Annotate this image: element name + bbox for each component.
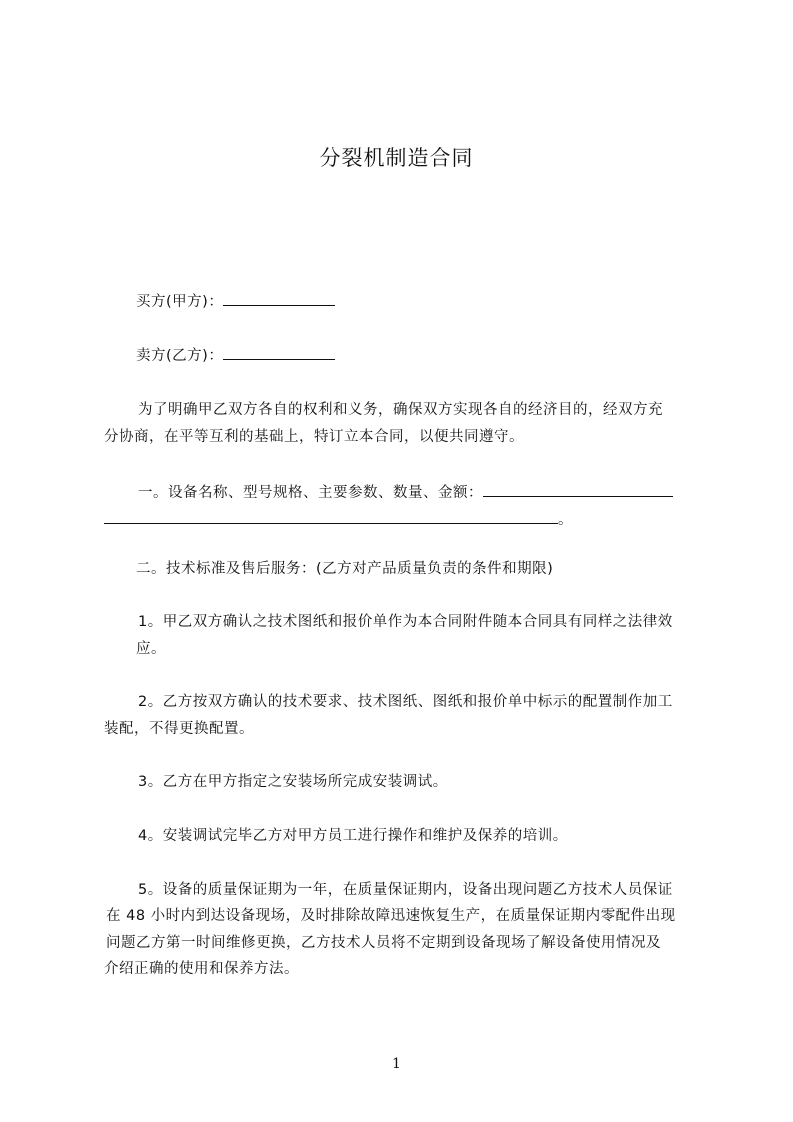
document-title: 分裂机制造合同: [319, 146, 474, 170]
item5-line-2: 在 48 小时内到达设备现场，及时排除故障迅速恢复生产，在质量保证期内零配件出现: [106, 908, 676, 924]
item5-line-4: 介绍正确的使用和保养方法。: [104, 961, 299, 977]
section1-line-2: [104, 508, 708, 530]
item2-line-2: 装配，不得更换配置。: [104, 721, 254, 737]
item1-line-1: 1。甲乙双方确认之技术图纸和报价单作为本合同附件随本合同具有同样之法律效: [138, 614, 673, 630]
section1-text: 一。设备名称、型号规格、主要参数、数量、金额：: [138, 485, 483, 501]
page-number: 1: [392, 1056, 401, 1072]
item1-line-2: 应。: [136, 641, 166, 657]
item4-line: 4。安装调试完毕乙方对甲方员工进行操作和维护及保养的培训。: [138, 828, 568, 844]
buyer-line: [136, 290, 740, 312]
intro-line-2: 分协商，在平等互利的基础上，特订立本合同，以便共同遵守。: [104, 429, 524, 445]
section1-blank-2: [104, 508, 558, 524]
seller-label: 卖方(乙方)：: [136, 348, 224, 364]
item5-line-3: 问题乙方第一时间维修更换，乙方技术人员将不定期到设备现场了解设备使用情况及: [106, 935, 661, 951]
section1-blank-1: [483, 481, 673, 497]
section2-heading: 二。技术标准及售后服务：(乙方对产品质量负责的条件和期限): [136, 561, 554, 577]
section1-line-1: [138, 481, 742, 503]
section1-end: 。: [558, 512, 573, 528]
seller-blank: [223, 344, 335, 360]
seller-line: [136, 344, 740, 366]
buyer-label: 买方(甲方)：: [136, 294, 224, 310]
item5-line-1: 5。设备的质量保证期为一年，在质量保证期内，设备出现问题乙方技术人员保证: [138, 882, 673, 898]
intro-line-1: 为了明确甲乙双方各自的权利和义务，确保双方实现各自的经济目的，经双方充: [138, 402, 663, 418]
item2-line-1: 2。乙方按双方确认的技术要求、技术图纸、图纸和报价单中标示的配置制作加工: [138, 694, 673, 710]
buyer-blank: [223, 290, 335, 306]
item3-line: 3。乙方在甲方指定之安装场所完成安装调试。: [138, 774, 448, 790]
